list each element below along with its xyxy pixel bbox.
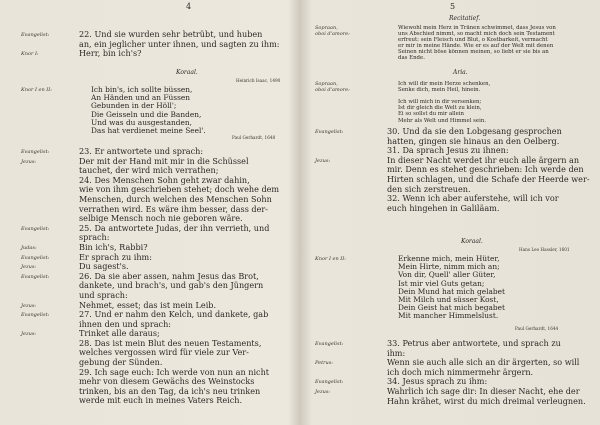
speaker-label: Evangelist: [21,225,50,232]
line-text: Gebunden in der Höll'; [91,101,177,111]
line-text: Hirten schlagen, und die Schafe der Heerde wer- [387,173,590,184]
line-text: an, ein jeglicher unter ihnen, und sagten zu ihm: [79,38,280,49]
libretto-line [0,281,300,291]
right-page [301,0,600,425]
libretto-line [301,118,600,124]
line-text: Nehmet, esset; das ist mein Leib. [79,299,217,310]
line-text: 32. Wenn ich aber auferstehe, will ich vor [387,193,559,204]
speaker-label: Evangelist: [21,149,50,156]
aria-heading: Aria. [453,69,468,76]
speaker-label: Jezus: [21,158,37,165]
line-text: In dieser Nacht werdet ihr euch alle ärgern an [387,154,580,165]
line-text: ihm: [387,347,406,358]
libretto-line [0,224,300,234]
line-text: 29. Ich sage euch: Ich werde von nun an nicht [79,366,270,377]
line-text: Der mit der Hand mit mir in die Schüssel [79,155,249,166]
line-text: Menschen, durch welchen des Menschen Sohn [79,193,272,204]
line-text: An Händen und an Füssen [91,93,190,103]
composer-credit: Hans Leo Hassler, 1601 [519,247,570,252]
speaker-label: Jezus: [21,302,37,309]
line-text: Dein Mund hat mich gelabet [398,286,505,296]
page-number: 5 [450,2,456,11]
line-text: Wenn sie auch alle sich an dir ärgerten, so will [387,357,580,368]
speaker-label: Evangelist: [21,32,50,39]
line-text: 33. Petrus aber antwortete, und sprach zu [387,338,561,348]
aria-block [301,81,600,124]
speaker-label: oboi d'amore: [315,87,350,94]
line-text: dankete, und brach's, und gab's den Jüngern [79,280,264,291]
composer-credit: Heinrich Isaac, 1490 [236,78,281,83]
line-text: Seinen nicht böse können meinen, so liebt er sie bis an [398,49,549,56]
libretto-line [0,396,300,406]
speaker-label: Evangelist: [315,341,344,348]
speaker-label: Knor I en II: [21,86,52,93]
line-text: Du sagest's. [79,261,129,272]
line-text: Trinket alle daraus; [79,328,160,339]
line-text: Ich will mich in dir versenken; [398,99,482,106]
line-text: 26. Da sie aber assen, nahm Jesus das Brot, [79,270,259,281]
line-text: uns Abschied nimmt, so macht mich doch sein Testament [398,31,555,38]
line-text: 22. Und sie wurden sehr betrübt, und huben [79,29,263,39]
line-text: hatten, gingen sie hinaus an den Oelberg. [387,135,560,146]
speaker-label: Sopraan, [315,25,338,31]
line-text: Das hat verdienet meine Seel'. [91,126,206,136]
line-text: Herr, bin ich's? [79,48,142,59]
speaker-label: Jezus: [315,389,331,396]
speaker-label: Knor I: [21,51,39,58]
line-text: er mir in meine Hände. Wie er es auf der Welt mit denen [398,43,554,50]
line-text: verrathen wird. Es wäre ihm besser, dass der- [79,203,269,214]
line-text: Wahrlich ich sage dir: In dieser Nacht, ehe der [387,385,580,396]
line-text: mehr von diesem Gewächs des Weinstocks [79,376,255,387]
dialogue-block [0,147,300,406]
recitative-block [301,25,600,62]
speaker-label: Evangelist: [21,254,50,261]
page-number: 4 [186,2,192,11]
recitative-heading: Recitatief. [449,15,481,22]
libretto-line [0,253,300,263]
speaker-label: Evangelist: [21,312,50,319]
libretto-line [0,233,300,243]
libretto-line [0,127,300,135]
chorale-block [301,255,600,321]
speaker-label: Evangelist: [315,379,344,386]
line-text: Mit Milch und süsser Kost, [398,295,499,305]
speaker-label: Jezus: [315,157,331,164]
libretto-line [301,55,600,61]
line-text: erfreut: sein Fleisch und Blut, o Kostbarkeit, vermacht [398,37,548,44]
line-text: 31. Da sprach Jesus zu ihnen: [387,145,509,156]
line-text: Ich will dir mein Herze schenken, [398,81,491,87]
line-text: welches vergossen wird für viele zur Ver- [79,347,249,358]
gospel-block [301,127,600,213]
dialogue-block [301,339,600,406]
line-text: Bin ich's, Rabbi? [79,241,148,252]
speaker-label: oboi d'amore: [315,31,350,38]
line-text: Ich bin's, ich sollte büssen, [91,85,193,94]
line-text: Ist dir gleich die Welt zu klein, [398,105,482,112]
line-text: Die Geisseln und die Banden, [91,109,202,119]
line-text: Von dir, Quell' aller Güter, [398,270,496,280]
recitative-block [0,30,300,59]
line-text: 30. Und da sie den Lobgesang gesprochen [387,126,562,136]
line-text: Dein Geist hat mich begabet [398,303,505,313]
line-text: das Ende. [398,55,425,62]
line-text: Er sprach zu ihm: [79,251,152,262]
line-text: 28. Das ist mein Blut des neuen Testaments, [79,337,262,348]
speaker-label: Sopraan, [315,81,338,87]
line-text: werde mit euch in meines Vaters Reich. [79,395,243,406]
line-text: den sich zerstreuen. [387,183,471,194]
speaker-label: Evangelist: [315,129,344,136]
line-text: 27. Und er nahm den Kelch, und dankete, gab [79,309,269,320]
line-text: Und was du ausgestanden, [91,117,192,127]
chorale-heading: Koraal. [176,69,198,76]
line-text: Mit mancher Himmelslust. [398,311,499,321]
speaker-label: Knor I en II: [315,255,346,262]
libretto-line [301,312,600,320]
line-text: Senke dich, mein Heil, hinein. [398,87,481,94]
line-text: Mehr als Welt und Himmel sein. [398,117,487,124]
libretto-line [301,397,600,407]
line-text: euch hingehen in Galiläam. [387,202,500,213]
line-text: 24. Des Menschen Sohn geht zwar dahin, [79,174,250,185]
line-text: und sprach: [79,289,128,300]
speaker-label: Jezus: [21,264,37,271]
chorale-block [0,86,300,135]
poet-credit: Paul Gerhardt, 1644 [515,326,559,331]
line-text: Ist mir viel Guts getan; [398,278,485,288]
libretto-line [301,204,600,214]
poet-credit: Paul Gerhardt, 1648 [232,135,276,140]
libretto-line [0,40,300,50]
speaker-label: Judas: [21,245,37,252]
line-text: selbige Mensch noch nie geboren wäre. [79,213,243,224]
line-text: Ei so sollst du mir allein [398,111,465,118]
line-text: sprach: [79,232,110,243]
line-text: trinken, bis an den Tag, da ich's neu trinken [79,385,261,396]
line-text: Wiewohl mein Herz in Tränen schwimmet, dass Jesus von [398,25,556,31]
line-text: Erkenne mich, mein Hüter, [398,254,500,263]
line-text: Hahn krähet, wirst du mich dreimal verleugnen. [387,395,586,406]
line-text: ich doch mich nimmermehr ärgern. [387,366,534,377]
line-text: tauchet, der wird mich verrathen; [79,165,219,176]
line-text: 34. Jesus sprach zu ihm: [387,376,488,387]
libretto-line [301,339,600,349]
speaker-label: Evangelist: [21,273,50,280]
line-text: ihnen den und sprach: [79,318,172,329]
speaker-label: Jezus: [21,331,37,338]
libretto-line [0,49,300,59]
line-text: 25. Da antwortete Judas, der ihn verrieth, und [79,222,270,233]
line-text: mir. Denn es stehet geschrieben: Ich werde den [387,164,584,175]
line-text: 23. Er antwortete und sprach: [79,146,204,156]
chorale-heading: Koraal. [461,238,483,245]
line-text: Mein Hirte, nimm mich an; [398,262,500,272]
line-text: wie von ihm geschrieben stehet; doch wehe dem [79,184,280,195]
speaker-label: Petrus: [315,360,333,367]
line-text: gebung der Sünden. [79,357,163,368]
